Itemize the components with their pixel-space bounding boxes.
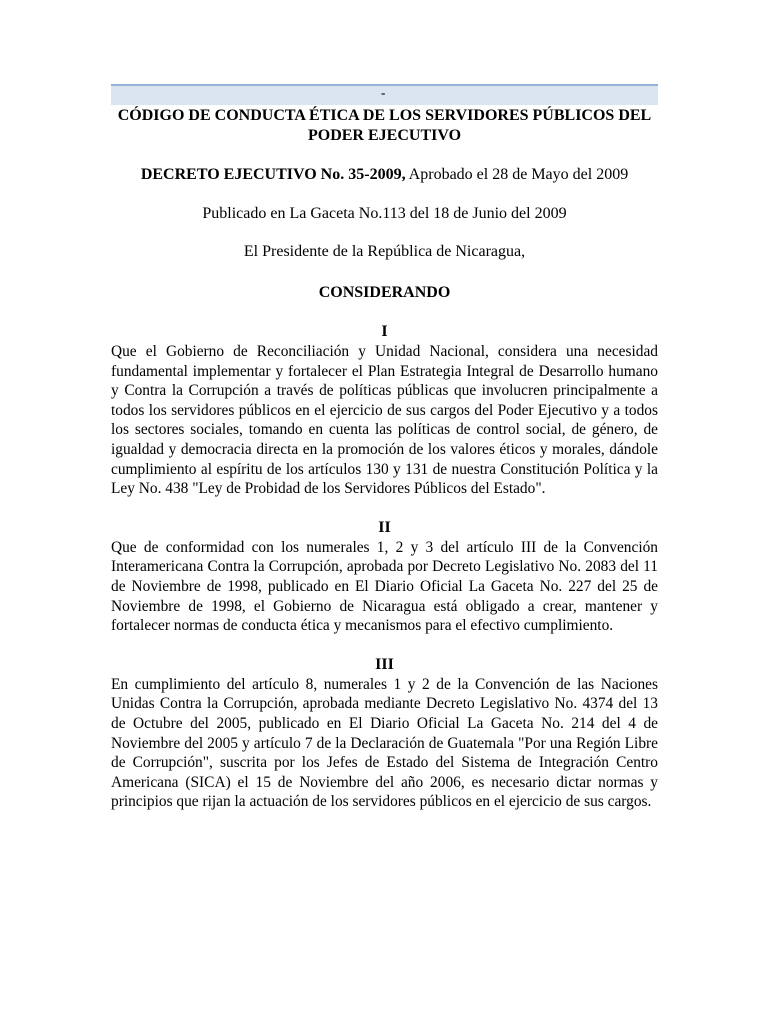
- decree-approval: Aprobado el 28 de Mayo del 2009: [405, 166, 629, 183]
- section-3: [111, 655, 658, 812]
- document-title: CÓDIGO DE CONDUCTA ÉTICA DE LOS SERVIDORES PÚBLICOS DEL PODER EJECUTIVO: [117, 107, 652, 144]
- considerando-heading: CONSIDERANDO: [318, 284, 451, 301]
- section-numeral: II: [378, 518, 391, 536]
- section-numeral: I: [381, 323, 388, 340]
- header-mark: -: [381, 85, 386, 100]
- decree-line: [111, 165, 658, 185]
- section-2: [111, 518, 658, 636]
- section-numeral: III: [375, 655, 394, 673]
- section-1: [111, 322, 658, 499]
- publication-line: Publicado en La Gaceta No.113 del 18 de Junio del 2009: [202, 205, 567, 222]
- document-body: [111, 106, 658, 812]
- section-text: Que de conformidad con los numerales 1, 2 y 3 del artículo III de la Convención Interamericana Contra la Corrupción, aprobada por Decreto Legislativo No. 2083 del 11 de Noviembre de 1998, publicado en El Diario Oficial La Gaceta No. 227 del 25 de Noviembre de 1998, el Gobierno de Nicaragua está obligado a crear, mantener y fortalecer normas de conducta ética y mecanismos para el efectivo cumplimiento.: [111, 538, 658, 635]
- president-line: El Presidente de la República de Nicaragua,: [243, 243, 526, 260]
- section-text: Que el Gobierno de Reconciliación y Unidad Nacional, considera una necesidad fundamental implementar y fortalecer el Plan Estrategia Integral de Desarrollo humano y Contra la Corrupción a través de políticas públicas que involucren principalmente a todos los servidores públicos en el ejercicio de sus cargos del Poder Ejecutivo y a todos los sectores sociales, tomando en cuenta las políticas de control social, de género, de igualdad y democracia directa en la promoción de los valores éticos y morales, dándole cumplimiento al espíritu de los artículos 130 y 131 de nuestra Constitución Política y la Ley No. 438 "Ley de Probidad de los Servidores Públicos del Estado".: [111, 343, 658, 498]
- decree-number: DECRETO EJECUTIVO No. 35-2009,: [140, 166, 406, 183]
- section-text: En cumplimiento del artículo 8, numerales 1 y 2 de la Convención de las Naciones Unidas Contra la Corrupción, aprobada mediante Decreto Legislativo No. 4374 del 13 de Octubre del 2005, publicado en El Diario Oficial La Gaceta No. 214 del 4 de Noviembre del 2005 y artículo 7 de la Declaración de Guatemala "Por una Región Libre de Corrupción", suscrita por los Jefes de Estado del Sistema de Integración Centro Americana (SICA) el 15 de Noviembre del año 2006, es necesario dictar normas y principios que rijan la actuación de los servidores públicos en el ejercicio de sus cargos.: [111, 675, 658, 811]
